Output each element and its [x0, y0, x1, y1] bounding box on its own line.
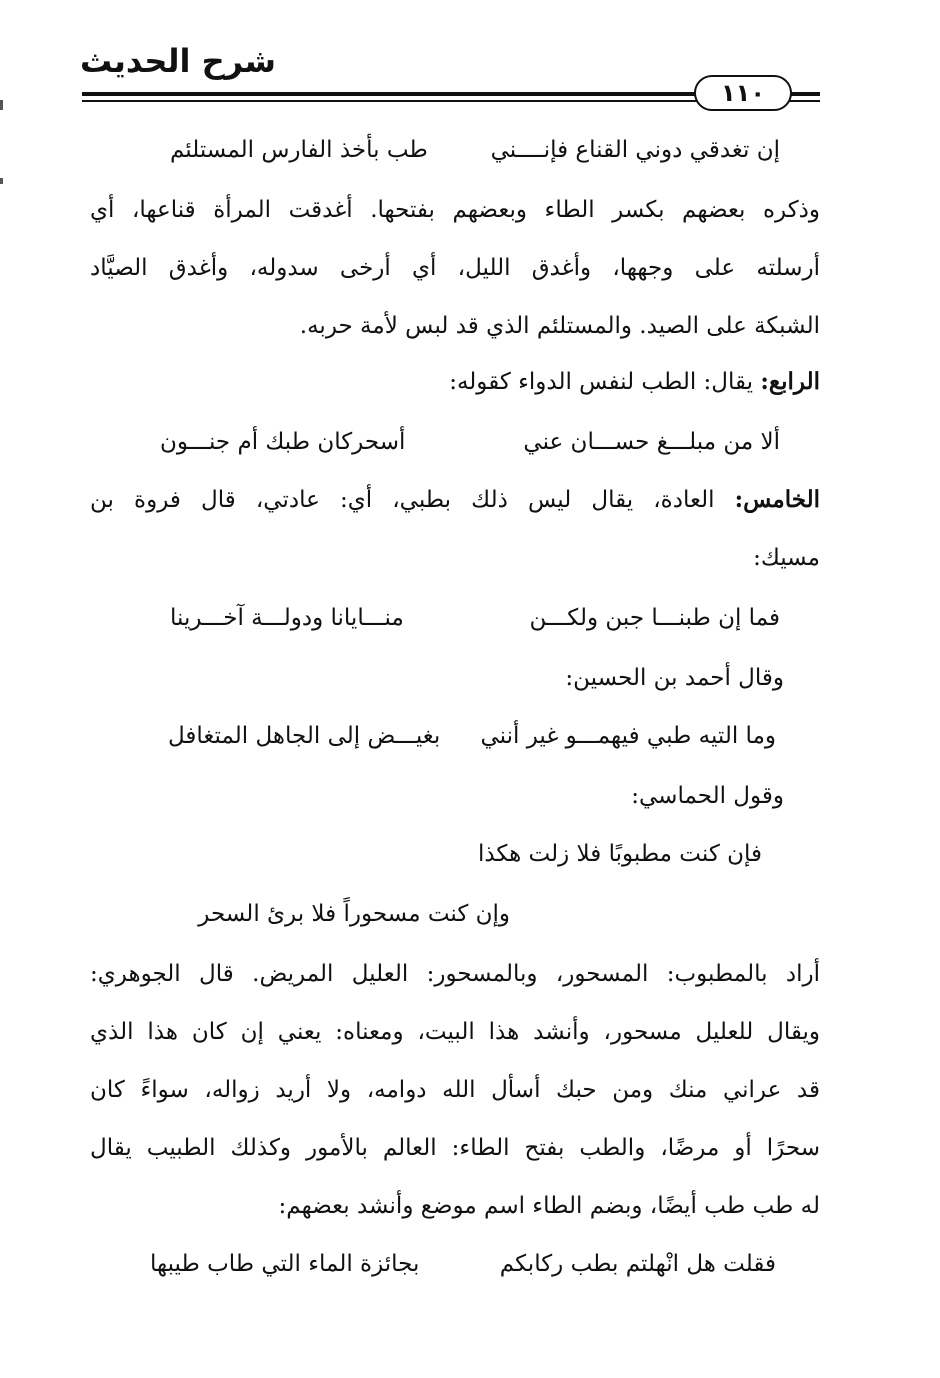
verse-line	[90, 422, 820, 462]
paragraph-line: الشبكة على الصيد. والمستلئم الذي قد لبس لأمة حربه.	[299, 313, 820, 339]
paragraph-text: العادة، يقال ليس ذلك بطبي، أي: عادتي، قال فروة بن	[90, 487, 735, 513]
verse-first-hemistich: فإن كنت مطبوبًا فلا زلت هكذا	[477, 841, 762, 867]
verse-line	[90, 834, 820, 874]
paragraph-line: وذكره بعضهم بكسر الطاء وبعضهم بفتحها. أغدقت المرأة قناعها، أي	[90, 197, 820, 223]
verse-first-hemistich: فقلت هل انْهلتم بطب ركابكم	[499, 1251, 776, 1277]
verse-second-hemistich: وإن كنت مسحوراً فلا برئ السحر	[198, 901, 510, 927]
section-label: الخامس:	[734, 486, 820, 513]
running-title: شرح الحديث	[80, 42, 276, 80]
page-header	[80, 38, 840, 118]
scan-edge-mark	[0, 178, 3, 184]
verse-second-hemistich: منـــايانا ودولـــة آخـــرينا	[170, 605, 404, 631]
verse-first-hemistich: فما إن طبنـــا جبن ولكـــن	[529, 605, 780, 631]
verse-line	[90, 130, 820, 170]
scan-edge-mark	[0, 100, 3, 110]
verse-second-hemistich: طب بأخذ الفارس المستلئم	[170, 137, 428, 163]
paragraph-line: له طب طب أيضًا، وبضم الطاء اسم موضع وأنشد بعضهم:	[278, 1193, 820, 1219]
paragraph-line: وقال أحمد بن الحسين:	[565, 665, 784, 691]
paragraph-text: يقال: الطب لنفس الدواء كقوله:	[449, 369, 761, 395]
page-number: ١١٠	[694, 75, 792, 111]
paragraph-line: مسيك:	[753, 545, 820, 571]
paragraph-line: وقول الحماسي:	[631, 783, 784, 809]
section-label: الرابع:	[760, 368, 820, 395]
paragraph-line: سحرًا أو مرضًا، والطب بفتح الطاء: العالم بالأمور وكذلك الطبيب يقال	[90, 1135, 820, 1161]
verse-first-hemistich: ألا من مبلـــغ حســـان عني	[523, 429, 780, 455]
verse-second-hemistich: بجائزة الماء التي طاب طيبها	[150, 1251, 420, 1277]
paragraph-line	[90, 362, 820, 402]
paragraph-line: ويقال للعليل مسحور، وأنشد هذا البيت، ومعناه: يعني إن كان هذا الذي	[90, 1019, 820, 1045]
verse-line	[90, 1244, 820, 1284]
paragraph-line: أرسلته على وجهها، وأغدق الليل، أي أرخى سدوله، وأغدق الصيَّاد	[90, 255, 820, 281]
verse-line	[90, 716, 820, 756]
verse-line	[90, 598, 820, 638]
verse-first-hemistich: وما التيه طبي فيهمـــو غير أنني	[480, 723, 776, 749]
paragraph-line: قد عراني منك ومن حبك أسأل الله دوامه، ولا أريد زواله، سواءً كان	[90, 1077, 820, 1103]
verse-second-hemistich: بغيـــض إلى الجاهل المتغافل	[168, 723, 441, 749]
paragraph-line	[90, 480, 820, 520]
verse-second-hemistich: أسحركان طبك أم جنـــون	[160, 429, 406, 455]
paragraph-line: أراد بالمطبوب: المسحور، وبالمسحور: العليل المريض. قال الجوهري:	[90, 961, 820, 987]
verse-line	[90, 894, 820, 934]
verse-first-hemistich: إن تغدقي دوني القناع فإنــــني	[490, 137, 780, 163]
